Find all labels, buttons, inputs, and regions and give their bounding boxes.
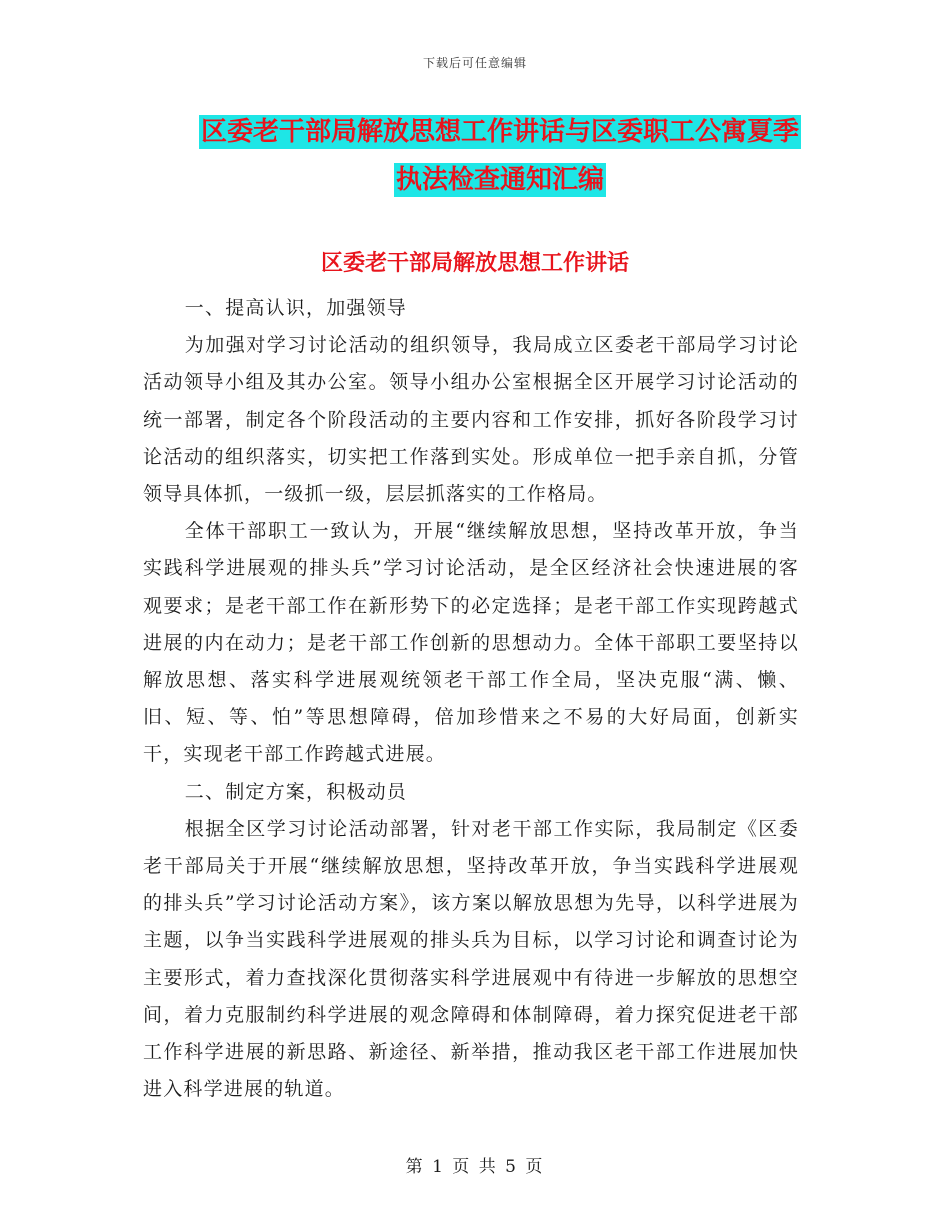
body-paragraph: 为加强对学习讨论活动的组织领导，我局成立区委老干部局学习讨论活动领导小组及其办公室。领导小组办公室根据全区开展学习讨论活动的统一部署，制定各个阶段活动的主要内容和工作安排，抓好各阶段学习讨论活动的组织落实，切实把工作落到实处。形成单位一把手亲自抓，分管领导具体抓，一级抓一级，层层抓落实的工作格局。 [143,334,799,506]
document-title [120,108,880,204]
document-title-line-2: 执法检查通知汇编 [395,165,604,195]
document-body [143,290,799,1108]
page-header-note: 下载后可任意编辑 [422,56,527,70]
body-paragraph: 全体干部职工一致认为，开展“继续解放思想，坚持改革开放，争当实践科学进展观的排头兵”学习讨论活动，是全区经济社会快速进展的客观要求；是老干部工作在新形势下的必定选择；是老干部工作实现跨越式进展的内在动力；是老干部工作创新的思想动力。全体干部职工要坚持以解放思想、落实科学进展观统领老干部工作全局，坚决克服“满、懒、旧、短、等、怕”等思想障碍，倍加珍惜来之不易的大好局面，创新实干，实现老干部工作跨越式进展。 [143,520,799,766]
document-title-line-1: 区委老干部局解放思想工作讲话与区委职工公寓夏季 [200,117,799,147]
heading-paragraph: 二、制定方案，积极动员 [184,780,407,803]
body-paragraph: 根据全区学习讨论活动部署，针对老干部工作实际，我局制定《区委老干部局关于开展“继续解放思想，坚持改革开放，争当实践科学进展观的排头兵”学习讨论活动方案》，该方案以解放思想为先导，以科学进展为主题，以争当实践科学进展观的排头兵为目标，以学习讨论和调查讨论为主要形式，着力查找深化贯彻落实科学进展观中有待进一步解放的思想空间，着力克服制约科学进展的观念障碍和体制障碍，着力探究促进老干部工作科学进展的新思路、新途径、新举措，推动我区老干部工作进展加快进入科学进展的轨道。 [143,817,799,1101]
page-number-footer: 第 1 页 共 5 页 [405,1157,545,1177]
section-title: 区委老干部局解放思想工作讲话 [320,251,629,276]
heading-paragraph: 一、提高认识，加强领导 [184,297,407,319]
